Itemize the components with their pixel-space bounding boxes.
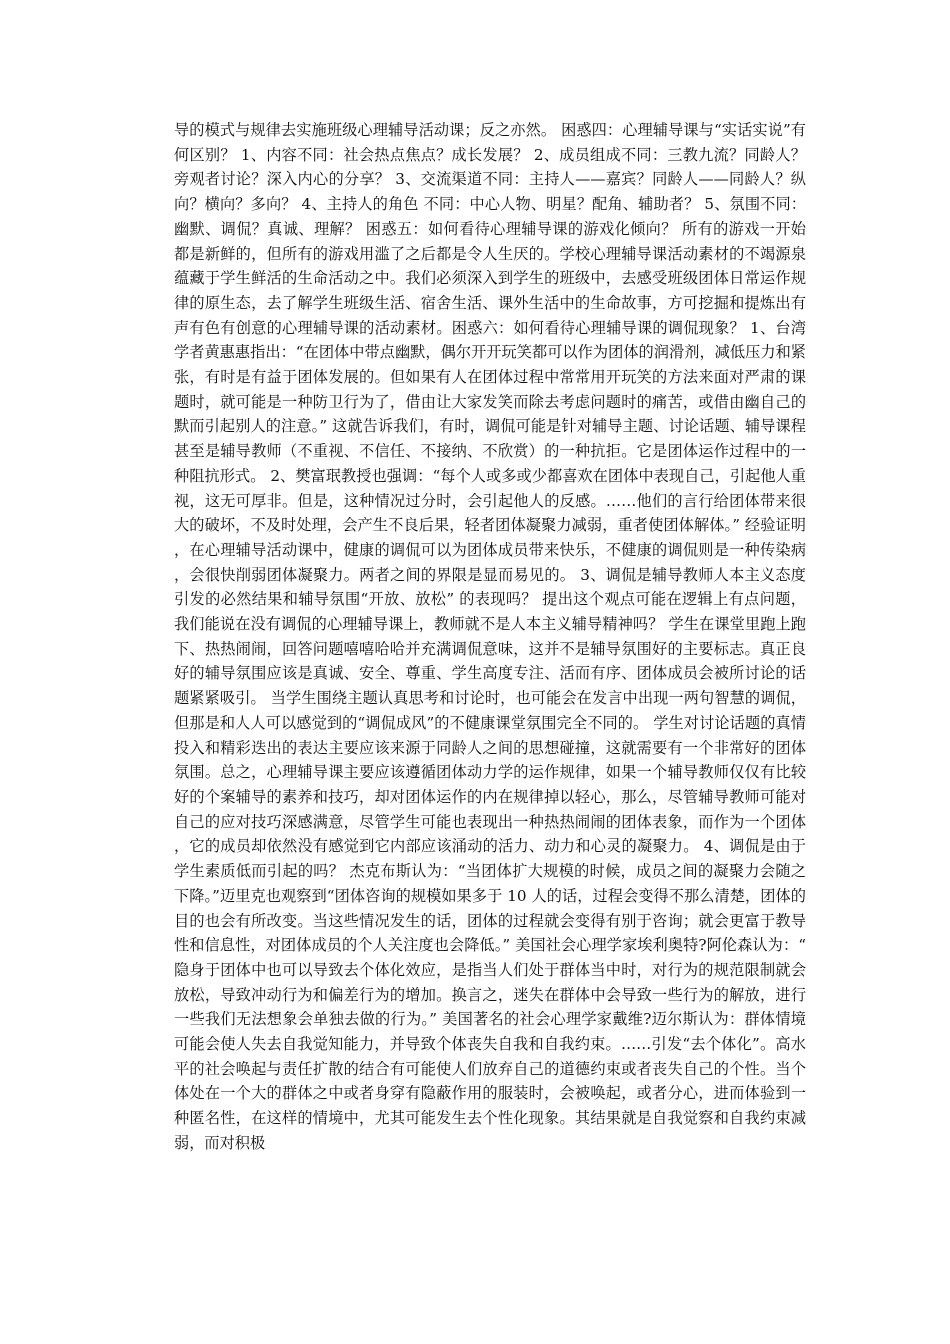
body-paragraph: 导的模式与规律去实施班级心理辅导活动课；反之亦然。 困惑四：心理辅导课与“实话实说”有何区别？ 1、内容不同：社会热点焦点？成长发展？ 2、成员组成不同：三教九流？同龄人？旁观者讨论？深入内心的分享？ 3、交流渠道不同：主持人——嘉宾？同龄人——同龄人？纵向？横向？多向？ 4、主持人的角色 不同：中心人物、明星？配角、辅助者？ 5、氛围不同：幽默、调侃？真诚、理解？ 困惑五：如何看待心理辅导课的游戏化倾向？ 所有的游戏一开始都是新鲜的，但所有的游戏用滥了之后都是令人生厌的。学校心理辅导课活动素材的不竭源泉蕴藏于学生鲜活的生命活动之中。我们必须深入到学生的班级中，去感受班级团体日常运作规律的原生态，去了解学生班级生活、宿舍生活、课外生活中的生命故事，方可挖掘和提炼出有声有色有创意的心理辅导课的活动素材。困惑六：如何看待心理辅导课的调侃现象？ 1、台湾学者黄惠惠指出：“在团体中带点幽默，偶尔开开玩笑都可以作为团体的润滑剂，减低压力和紧张，有时是有益于团体发展的。但如果有人在团体过程中常常用开玩笑的方法来面对严肃的课题时，就可能是一种防卫行为了，借由让大家发笑而除去考虑问题时的痛苦，或借由幽自己的默而引起别人的注意。” 这就告诉我们，有时，调侃可能是针对辅导主题、讨论话题、辅导课程甚至是辅导教师（不重视、不信任、不接纳、不欣赏）的一种抗拒。它是团体运作过程中的一种阻抗形式。 2、樊富珉教授也强调：“每个人或多或少都喜欢在团体中表现自己，引起他人重视，这无可厚非。但是，这种情况过分时，会引起他人的反感。……他们的言行给团体带来很大的破坏，不及时处理，会产生不良后果，轻者团体凝聚力减弱，重者使团体解体。” 经验证明，在心理辅导活动课中，健康的调侃可以为团体成员带来快乐，不健康的调侃则是一种传染病，会很快削弱团体凝聚力。两者之间的界限是显而易见的。 3、调侃是辅导教师人本主义态度引发的必然结果和辅导氛围“开放、放松” 的表现吗？ 提出这个观点可能在逻辑上有点问题，我们能说在没有调侃的心理辅导课上，教师就不是人本主义辅导精神吗？ 学生在课堂里跑上跑下、热热闹闹，回答问题嘻嘻哈哈并充满调侃意味，这并不是辅导氛围好的主要标志。真正良好的辅导氛围应该是真诚、安全、尊重、学生高度专注、活而有序、团体成员会被所讨论的话题紧紧吸引。 当学生围绕主题认真思考和讨论时，也可能会在发言中出现一两句智慧的调侃，但那是和人人可以感觉到的“调侃成风”的不健康课堂氛围完全不同的。 学生对讨论话题的真情投入和精彩迭出的表达主要应该来源于同龄人之间的思想碰撞，这就需要有一个非常好的团体氛围。总之，心理辅导课主要应该遵循团体动力学的运作规律，如果一个辅导教师仅仅有比较好的个案辅导的素养和技巧，却对团体运作的内在规律掉以轻心，那么，尽管辅导教师可能对自己的应对技巧深感满意，尽管学生可能也表现出一种热热闹闹的团体表象，而作为一个团体，它的成员却依然没有感觉到它内部应该涌动的活力、动力和心灵的凝聚力。 4、调侃是由于学生素质低而引起的吗？ 杰克布斯认为：“当团体扩大规模的时候，成员之间的凝聚力会随之下降。”迈里克也观察到“团体咨询的规模如果多于 10 人的话，过程会变得不那么清楚，团体的目的也会有所改变。当这些情况发生的话，团体的过程就会变得有别于咨询；就会更富于教导性和信息性，对团体成员的个人关注度也会降低。” 美国社会心理学家埃利奥特?阿伦森认为：“隐身于团体中也可以导致去个体化效应，是指当人们处于群体当中时，对行为的规范限制就会放松，导致冲动行为和偏差行为的增加。换言之，迷失在群体中会导致一些行为的解放，进行一些我们无法想象会单独去做的行为。” 美国著名的社会心理学家戴维?迈尔斯认为：群体情境可能会使人失去自我觉知能力，并导致个体丧失自我和自我约束。……引发“去个体化”。高水平的社会唤起与责任扩散的结合有可能使人们放弃自己的道德约束或者丧失自己的个性。当个体处在一个大的群体之中或者身穿有隐蔽作用的服装时，会被唤起，或者分心，进而体验到一种匿名性，在这样的情境中，尤其可能发生去个性化现象。其结果就是自我觉察和自我约束减弱，而对积极 xyxy=(174,121,806,1152)
